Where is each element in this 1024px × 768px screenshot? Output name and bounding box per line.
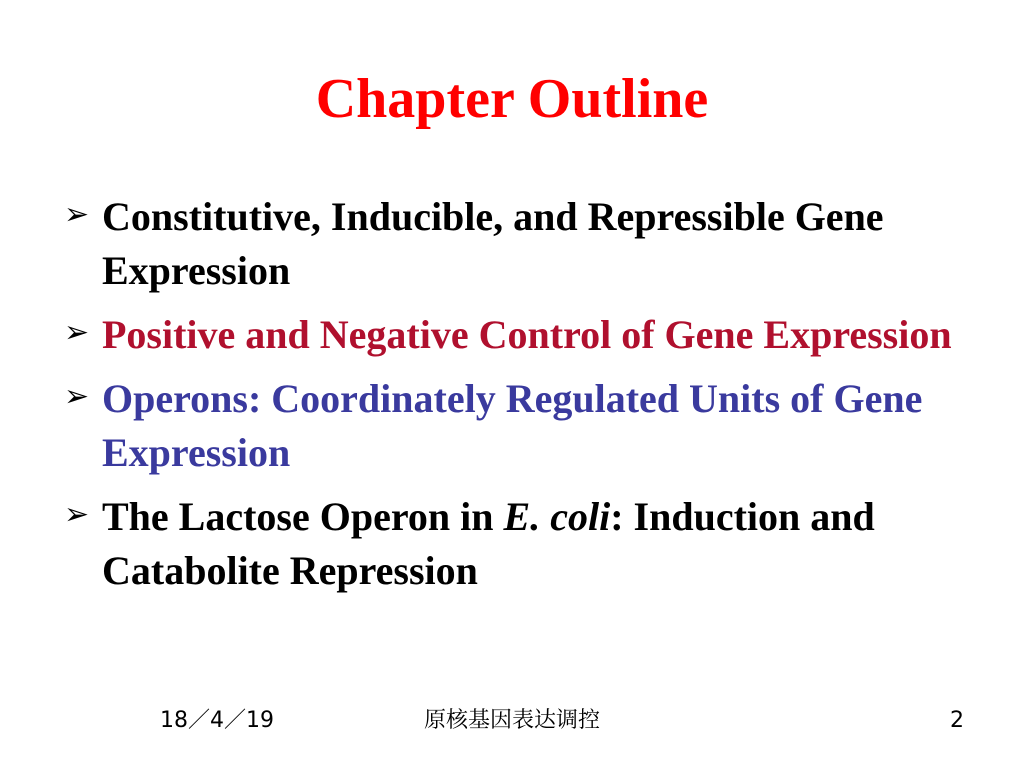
bullet-text: The Lactose Operon in: [102, 494, 504, 539]
bullet-list: [62, 190, 962, 608]
arrow-bullet-icon: ➢: [64, 197, 90, 232]
bullet-item: [62, 190, 962, 298]
bullet-item: [62, 372, 962, 480]
arrow-bullet-icon: ➢: [64, 497, 90, 532]
footer-title: 原核基因表达调控: [423, 708, 600, 733]
bullet-text-after: : Induction and Catabolite Repression: [102, 494, 875, 593]
slide-title: Chapter Outline: [315, 68, 709, 130]
bullet-italic-text: E. coli: [503, 494, 611, 539]
bullet-text: Constitutive, Inducible, and Repressible Gene Expression: [102, 194, 884, 293]
arrow-bullet-icon: ➢: [64, 315, 90, 350]
footer-date: 18／4／19: [160, 708, 274, 733]
bullet-item: [62, 490, 962, 598]
bullet-text: Positive and Negative Control of Gene Expression: [102, 312, 952, 357]
arrow-bullet-icon: ➢: [64, 379, 90, 414]
page-number: 2: [950, 708, 964, 733]
bullet-text: Operons: Coordinately Regulated Units of Gene Expression: [102, 376, 923, 475]
bullet-item: [62, 308, 962, 362]
